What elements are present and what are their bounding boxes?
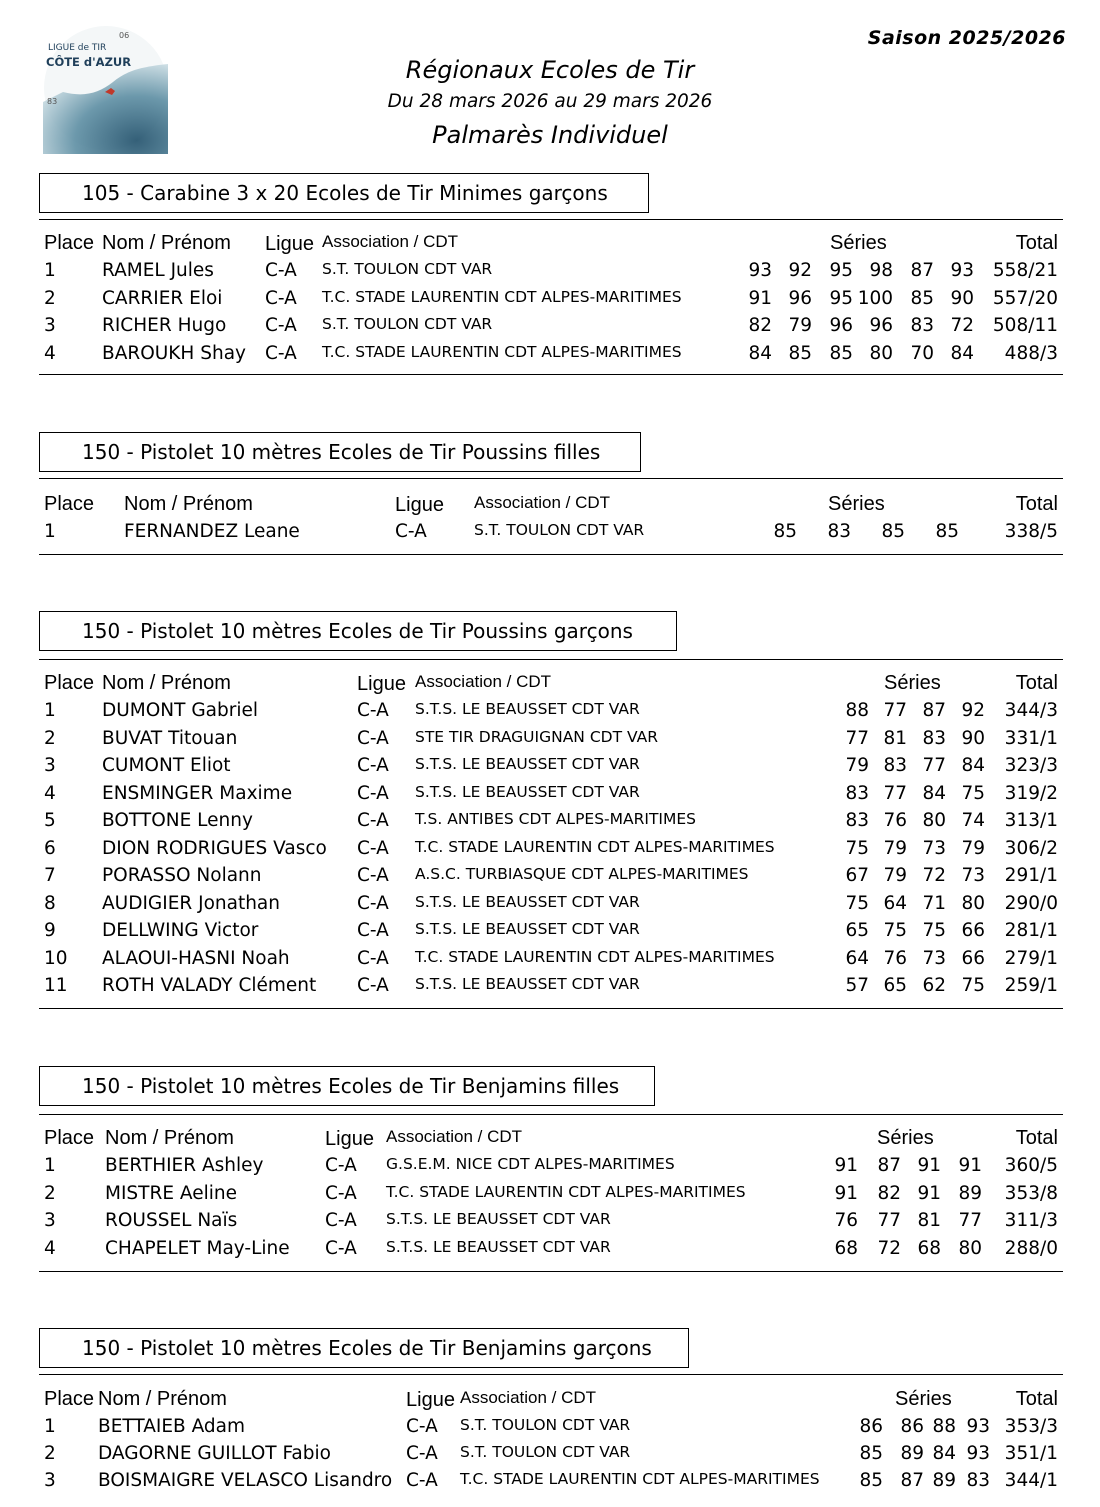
row-series-score: 79 bbox=[788, 315, 812, 337]
row-total: 353/3 bbox=[1004, 1416, 1058, 1437]
row-series-score: 84 bbox=[922, 782, 946, 804]
row-ligue: C-A bbox=[357, 947, 389, 969]
row-place: 9 bbox=[44, 920, 56, 941]
row-series-score: 75 bbox=[845, 892, 869, 914]
row-series-score: 85 bbox=[859, 1443, 883, 1464]
row-association: T.S. ANTIBES CDT ALPES-MARITIMES bbox=[415, 810, 697, 828]
row-series-score: 75 bbox=[922, 920, 946, 941]
row-series-score: 62 bbox=[922, 975, 946, 996]
row-series-score: 85 bbox=[788, 343, 812, 365]
row-ligue: C-A bbox=[325, 1182, 357, 1204]
row-series-score: 91 bbox=[834, 1182, 858, 1204]
row-series-score: 85 bbox=[859, 1470, 883, 1491]
section-top-rule bbox=[39, 478, 1063, 479]
row-ligue: C-A bbox=[265, 287, 297, 309]
row-series-score: 82 bbox=[877, 1182, 901, 1204]
row-series-score: 75 bbox=[961, 975, 985, 996]
row-series-score: 72 bbox=[922, 865, 946, 886]
row-total: 344/1 bbox=[1004, 1470, 1058, 1491]
col-header-series: Séries bbox=[830, 232, 887, 254]
col-header-name: Nom / Prénom bbox=[98, 1388, 227, 1410]
row-series-score: 86 bbox=[859, 1416, 883, 1437]
row-series-score: 77 bbox=[883, 782, 907, 804]
row-association: S.T.S. LE BEAUSSET CDT VAR bbox=[415, 892, 640, 911]
row-association: S.T.S. LE BEAUSSET CDT VAR bbox=[415, 782, 640, 801]
row-association: A.S.C. TURBIASQUE CDT ALPES-MARITIMES bbox=[415, 865, 749, 883]
page-subtitle: Palmarès Individuel bbox=[432, 121, 668, 149]
row-series-score: 83 bbox=[883, 755, 907, 776]
row-association: S.T. TOULON CDT VAR bbox=[460, 1443, 631, 1461]
event-dates: Du 28 mars 2026 au 29 mars 2026 bbox=[387, 91, 713, 112]
row-name: ROUSSEL Naïs bbox=[105, 1210, 238, 1232]
col-header-series: Séries bbox=[895, 1388, 952, 1410]
row-series-score: 88 bbox=[932, 1416, 956, 1437]
row-total: 360/5 bbox=[1004, 1155, 1058, 1176]
row-place: 3 bbox=[44, 1210, 56, 1232]
row-series-score: 79 bbox=[961, 837, 985, 859]
row-series-score: 80 bbox=[869, 343, 893, 365]
section-bottom-rule bbox=[39, 1271, 1063, 1272]
row-association: S.T.S. LE BEAUSSET CDT VAR bbox=[386, 1238, 611, 1257]
row-series-score: 86 bbox=[900, 1416, 924, 1437]
row-name: FERNANDEZ Leane bbox=[124, 521, 300, 542]
row-name: BERTHIER Ashley bbox=[105, 1155, 264, 1176]
row-series-score: 71 bbox=[922, 892, 946, 914]
row-series-score: 89 bbox=[932, 1470, 956, 1491]
col-header-assoc: Association / CDT bbox=[474, 493, 611, 512]
row-association: T.C. STADE LAURENTIN CDT ALPES-MARITIMES bbox=[322, 343, 682, 362]
row-series-score: 95 bbox=[829, 287, 853, 309]
row-series-score: 88 bbox=[845, 700, 869, 721]
row-total: 351/1 bbox=[1004, 1443, 1058, 1464]
col-header-assoc: Association / CDT bbox=[415, 672, 552, 691]
row-total: 338/5 bbox=[1004, 521, 1058, 542]
row-association: G.S.E.M. NICE CDT ALPES-MARITIMES bbox=[386, 1155, 675, 1173]
logo-line1: LIGUE de TIR bbox=[48, 43, 107, 53]
row-ligue: C-A bbox=[357, 892, 389, 914]
logo-code-top: 06 bbox=[119, 31, 130, 40]
row-association: T.C. STADE LAURENTIN CDT ALPES-MARITIMES bbox=[322, 287, 682, 306]
row-series-score: 81 bbox=[883, 727, 907, 749]
row-ligue: C-A bbox=[357, 865, 389, 886]
row-ligue: C-A bbox=[357, 837, 389, 859]
row-ligue: C-A bbox=[325, 1155, 357, 1176]
col-header-name: Nom / Prénom bbox=[102, 232, 231, 254]
row-series-score: 73 bbox=[922, 947, 946, 969]
row-series-score: 85 bbox=[910, 287, 934, 309]
row-name: RICHER Hugo bbox=[102, 315, 227, 337]
row-association: S.T.S. LE BEAUSSET CDT VAR bbox=[415, 975, 640, 993]
col-header-series: Séries bbox=[877, 1127, 934, 1149]
row-place: 4 bbox=[44, 782, 56, 804]
col-header-assoc: Association / CDT bbox=[386, 1127, 523, 1146]
row-name: BOISMAIGRE VELASCO Lisandro bbox=[98, 1470, 393, 1491]
col-header-series: Séries bbox=[828, 493, 885, 515]
section-top-rule bbox=[39, 1114, 1063, 1115]
row-ligue: C-A bbox=[357, 975, 389, 996]
col-header-total: Total bbox=[1015, 672, 1058, 694]
row-series-score: 96 bbox=[869, 315, 893, 337]
row-name: BOTTONE Lenny bbox=[102, 810, 253, 831]
row-association: T.C. STADE LAURENTIN CDT ALPES-MARITIMES bbox=[415, 947, 775, 966]
row-total: 488/3 bbox=[1004, 343, 1058, 365]
row-place: 4 bbox=[44, 343, 56, 365]
row-name: DAGORNE GUILLOT Fabio bbox=[98, 1443, 331, 1464]
row-series-score: 77 bbox=[877, 1210, 901, 1232]
row-ligue: C-A bbox=[406, 1443, 438, 1464]
row-series-score: 91 bbox=[917, 1155, 941, 1176]
row-series-score: 72 bbox=[950, 315, 974, 337]
section-title: 150 - Pistolet 10 mètres Ecoles de Tir Benjamins filles bbox=[39, 1066, 655, 1106]
row-series-score: 57 bbox=[845, 975, 869, 996]
row-ligue: C-A bbox=[357, 782, 389, 804]
row-series-score: 87 bbox=[922, 700, 946, 721]
row-place: 5 bbox=[44, 810, 56, 831]
row-total: 306/2 bbox=[1004, 837, 1058, 859]
row-series-score: 90 bbox=[961, 727, 985, 749]
row-series-score: 65 bbox=[883, 975, 907, 996]
row-association: S.T.S. LE BEAUSSET CDT VAR bbox=[415, 755, 640, 773]
row-series-score: 84 bbox=[950, 343, 974, 365]
section-bottom-rule bbox=[39, 374, 1063, 375]
row-series-score: 77 bbox=[958, 1210, 982, 1232]
row-total: 313/1 bbox=[1004, 810, 1058, 831]
row-series-score: 90 bbox=[950, 287, 974, 309]
col-header-assoc: Association / CDT bbox=[322, 232, 459, 251]
row-total: 288/0 bbox=[1004, 1238, 1058, 1260]
row-place: 4 bbox=[44, 1238, 56, 1260]
row-ligue: C-A bbox=[357, 810, 389, 831]
logo-line2: CÔTE d'AZUR bbox=[46, 55, 132, 69]
section-title: 150 - Pistolet 10 mètres Ecoles de Tir Benjamins garçons bbox=[39, 1328, 689, 1368]
row-series-score: 85 bbox=[829, 343, 853, 365]
row-total: 508/11 bbox=[992, 315, 1058, 337]
col-header-place: Place bbox=[44, 672, 95, 694]
row-series-score: 80 bbox=[961, 892, 985, 914]
row-place: 8 bbox=[44, 892, 56, 914]
row-series-score: 89 bbox=[958, 1182, 982, 1204]
section-bottom-rule bbox=[39, 554, 1063, 555]
row-series-score: 66 bbox=[961, 920, 985, 941]
row-series-score: 75 bbox=[845, 837, 869, 859]
row-series-score: 91 bbox=[917, 1182, 941, 1204]
row-name: BETTAIEB Adam bbox=[98, 1416, 246, 1437]
section-top-rule bbox=[39, 219, 1063, 220]
row-association: T.C. STADE LAURENTIN CDT ALPES-MARITIMES bbox=[386, 1182, 746, 1201]
row-ligue: C-A bbox=[357, 727, 389, 749]
row-total: 344/3 bbox=[1004, 700, 1058, 721]
col-header-place: Place bbox=[44, 1127, 95, 1149]
row-place: 6 bbox=[44, 837, 56, 859]
row-association: T.C. STADE LAURENTIN CDT ALPES-MARITIMES bbox=[415, 837, 775, 856]
row-place: 2 bbox=[44, 1182, 56, 1204]
row-series-score: 87 bbox=[910, 260, 934, 281]
row-ligue: C-A bbox=[325, 1238, 357, 1260]
row-name: MISTRE Aeline bbox=[105, 1182, 237, 1204]
row-ligue: C-A bbox=[357, 700, 389, 721]
row-series-score: 85 bbox=[773, 521, 797, 542]
row-series-score: 83 bbox=[910, 315, 934, 337]
row-name: PORASSO Nolann bbox=[102, 865, 262, 886]
row-place: 2 bbox=[44, 1443, 56, 1464]
col-header-name: Nom / Prénom bbox=[105, 1127, 234, 1149]
row-name: CUMONT Eliot bbox=[102, 755, 231, 776]
col-header-series: Séries bbox=[884, 672, 941, 694]
row-total: 290/0 bbox=[1004, 892, 1058, 914]
row-series-score: 66 bbox=[961, 947, 985, 969]
section-title: 150 - Pistolet 10 mètres Ecoles de Tir Poussins garçons bbox=[39, 611, 677, 651]
row-series-score: 75 bbox=[961, 782, 985, 804]
row-place: 3 bbox=[44, 315, 56, 337]
section-title: 150 - Pistolet 10 mètres Ecoles de Tir Poussins filles bbox=[39, 432, 641, 472]
row-association: S.T.S. LE BEAUSSET CDT VAR bbox=[415, 700, 640, 718]
row-name: CHAPELET May-Line bbox=[105, 1238, 290, 1260]
row-series-score: 77 bbox=[883, 700, 907, 721]
col-header-place: Place bbox=[44, 1388, 95, 1410]
row-series-score: 80 bbox=[958, 1238, 982, 1260]
row-name: DION RODRIGUES Vasco bbox=[102, 837, 327, 859]
col-header-ligue: Ligue bbox=[325, 1128, 374, 1150]
row-series-score: 87 bbox=[877, 1155, 901, 1176]
row-series-score: 76 bbox=[883, 947, 907, 969]
col-header-ligue: Ligue bbox=[406, 1389, 455, 1411]
col-header-total: Total bbox=[1015, 1127, 1058, 1149]
col-header-place: Place bbox=[44, 493, 95, 515]
row-series-score: 85 bbox=[881, 521, 905, 542]
row-series-score: 93 bbox=[966, 1416, 990, 1437]
row-total: 557/20 bbox=[992, 287, 1058, 309]
row-series-score: 65 bbox=[845, 920, 869, 941]
row-total: 291/1 bbox=[1004, 865, 1058, 886]
page-title: Régionaux Ecoles de Tir bbox=[405, 56, 695, 84]
row-series-score: 96 bbox=[829, 315, 853, 337]
row-name: DUMONT Gabriel bbox=[102, 700, 259, 721]
row-series-score: 81 bbox=[917, 1210, 941, 1232]
col-header-ligue: Ligue bbox=[357, 673, 406, 695]
row-ligue: C-A bbox=[406, 1416, 438, 1437]
row-series-score: 82 bbox=[748, 315, 772, 337]
row-series-score: 68 bbox=[917, 1238, 941, 1260]
row-series-score: 77 bbox=[845, 727, 869, 749]
row-series-score: 91 bbox=[958, 1155, 982, 1176]
row-series-score: 89 bbox=[900, 1443, 924, 1464]
row-series-score: 83 bbox=[922, 727, 946, 749]
row-name: RAMEL Jules bbox=[102, 260, 214, 281]
row-place: 11 bbox=[44, 975, 68, 996]
row-series-score: 93 bbox=[748, 260, 772, 281]
row-ligue: C-A bbox=[265, 343, 297, 365]
row-series-score: 93 bbox=[966, 1443, 990, 1464]
section-top-rule bbox=[39, 1374, 1063, 1375]
row-place: 1 bbox=[44, 521, 56, 542]
row-name: DELLWING Victor bbox=[102, 920, 259, 941]
row-ligue: C-A bbox=[325, 1210, 357, 1232]
row-series-score: 83 bbox=[845, 810, 869, 831]
row-series-score: 64 bbox=[845, 947, 869, 969]
row-ligue: C-A bbox=[357, 755, 389, 776]
row-name: ALAOUI-HASNI Noah bbox=[102, 947, 290, 969]
row-series-score: 80 bbox=[922, 810, 946, 831]
row-series-score: 83 bbox=[827, 521, 851, 542]
row-place: 10 bbox=[44, 947, 68, 969]
row-total: 558/21 bbox=[992, 260, 1058, 281]
row-series-score: 91 bbox=[834, 1155, 858, 1176]
row-series-score: 100 bbox=[857, 287, 893, 309]
row-ligue: C-A bbox=[395, 521, 427, 542]
row-total: 323/3 bbox=[1004, 755, 1058, 776]
row-series-score: 68 bbox=[834, 1238, 858, 1260]
row-series-score: 76 bbox=[834, 1210, 858, 1232]
row-name: BAROUKH Shay bbox=[102, 343, 246, 365]
league-logo bbox=[43, 22, 170, 154]
row-series-score: 75 bbox=[883, 920, 907, 941]
row-association: S.T. TOULON CDT VAR bbox=[474, 521, 645, 539]
row-ligue: C-A bbox=[265, 260, 297, 281]
row-series-score: 79 bbox=[883, 865, 907, 886]
row-series-score: 79 bbox=[883, 837, 907, 859]
row-series-score: 72 bbox=[877, 1238, 901, 1260]
row-series-score: 84 bbox=[932, 1443, 956, 1464]
row-association: S.T. TOULON CDT VAR bbox=[322, 260, 493, 278]
row-place: 1 bbox=[44, 1416, 56, 1437]
row-series-score: 70 bbox=[910, 343, 934, 365]
row-association: T.C. STADE LAURENTIN CDT ALPES-MARITIMES bbox=[460, 1470, 820, 1488]
row-ligue: C-A bbox=[406, 1470, 438, 1491]
col-header-assoc: Association / CDT bbox=[460, 1388, 597, 1407]
row-place: 2 bbox=[44, 287, 56, 309]
row-series-score: 73 bbox=[922, 837, 946, 859]
section-title: 105 - Carabine 3 x 20 Ecoles de Tir Minimes garçons bbox=[39, 173, 649, 213]
section-bottom-rule bbox=[39, 1008, 1063, 1009]
row-series-score: 83 bbox=[845, 782, 869, 804]
row-total: 353/8 bbox=[1004, 1182, 1058, 1204]
row-place: 3 bbox=[44, 755, 56, 776]
row-series-score: 77 bbox=[922, 755, 946, 776]
row-place: 1 bbox=[44, 700, 56, 721]
row-series-score: 95 bbox=[829, 260, 853, 281]
row-name: AUDIGIER Jonathan bbox=[102, 892, 280, 914]
row-name: ENSMINGER Maxime bbox=[102, 782, 293, 804]
row-total: 259/1 bbox=[1004, 975, 1058, 996]
col-header-total: Total bbox=[1015, 493, 1058, 515]
row-series-score: 83 bbox=[966, 1470, 990, 1491]
row-association: S.T. TOULON CDT VAR bbox=[460, 1416, 631, 1434]
row-series-score: 79 bbox=[845, 755, 869, 776]
col-header-place: Place bbox=[44, 232, 95, 254]
row-series-score: 84 bbox=[748, 343, 772, 365]
row-total: 281/1 bbox=[1004, 920, 1058, 941]
row-series-score: 91 bbox=[748, 287, 772, 309]
row-association: S.T.S. LE BEAUSSET CDT VAR bbox=[386, 1210, 611, 1229]
row-series-score: 84 bbox=[961, 755, 985, 776]
row-series-score: 64 bbox=[883, 892, 907, 914]
row-place: 1 bbox=[44, 1155, 56, 1176]
row-ligue: C-A bbox=[357, 920, 389, 941]
row-ligue: C-A bbox=[265, 315, 297, 337]
row-place: 7 bbox=[44, 865, 56, 886]
season-label: Saison 2025/2026 bbox=[867, 27, 1066, 49]
col-header-ligue: Ligue bbox=[395, 494, 444, 516]
col-header-name: Nom / Prénom bbox=[124, 493, 253, 515]
row-series-score: 76 bbox=[883, 810, 907, 831]
row-name: CARRIER Eloi bbox=[102, 287, 223, 309]
row-series-score: 96 bbox=[788, 287, 812, 309]
row-total: 319/2 bbox=[1004, 782, 1058, 804]
row-series-score: 85 bbox=[935, 521, 959, 542]
row-place: 1 bbox=[44, 260, 56, 281]
section-top-rule bbox=[39, 659, 1063, 660]
col-header-total: Total bbox=[1015, 232, 1058, 254]
row-place: 2 bbox=[44, 727, 56, 749]
row-association: STE TIR DRAGUIGNAN CDT VAR bbox=[415, 727, 658, 746]
row-series-score: 92 bbox=[961, 700, 985, 721]
row-series-score: 98 bbox=[869, 260, 893, 281]
row-series-score: 87 bbox=[900, 1470, 924, 1491]
row-series-score: 73 bbox=[961, 865, 985, 886]
row-total: 311/3 bbox=[1004, 1210, 1058, 1232]
row-total: 279/1 bbox=[1004, 947, 1058, 969]
row-series-score: 67 bbox=[845, 865, 869, 886]
row-association: S.T.S. LE BEAUSSET CDT VAR bbox=[415, 920, 640, 938]
row-series-score: 74 bbox=[961, 810, 985, 831]
row-association: S.T. TOULON CDT VAR bbox=[322, 315, 493, 334]
row-place: 3 bbox=[44, 1470, 56, 1491]
col-header-name: Nom / Prénom bbox=[102, 672, 231, 694]
row-name: BUVAT Titouan bbox=[102, 727, 238, 749]
logo-code-bottom: 83 bbox=[47, 97, 58, 106]
col-header-ligue: Ligue bbox=[265, 233, 314, 255]
row-total: 331/1 bbox=[1004, 727, 1058, 749]
row-name: ROTH VALADY Clément bbox=[102, 975, 317, 996]
col-header-total: Total bbox=[1015, 1388, 1058, 1410]
row-series-score: 93 bbox=[950, 260, 974, 281]
row-series-score: 92 bbox=[788, 260, 812, 281]
